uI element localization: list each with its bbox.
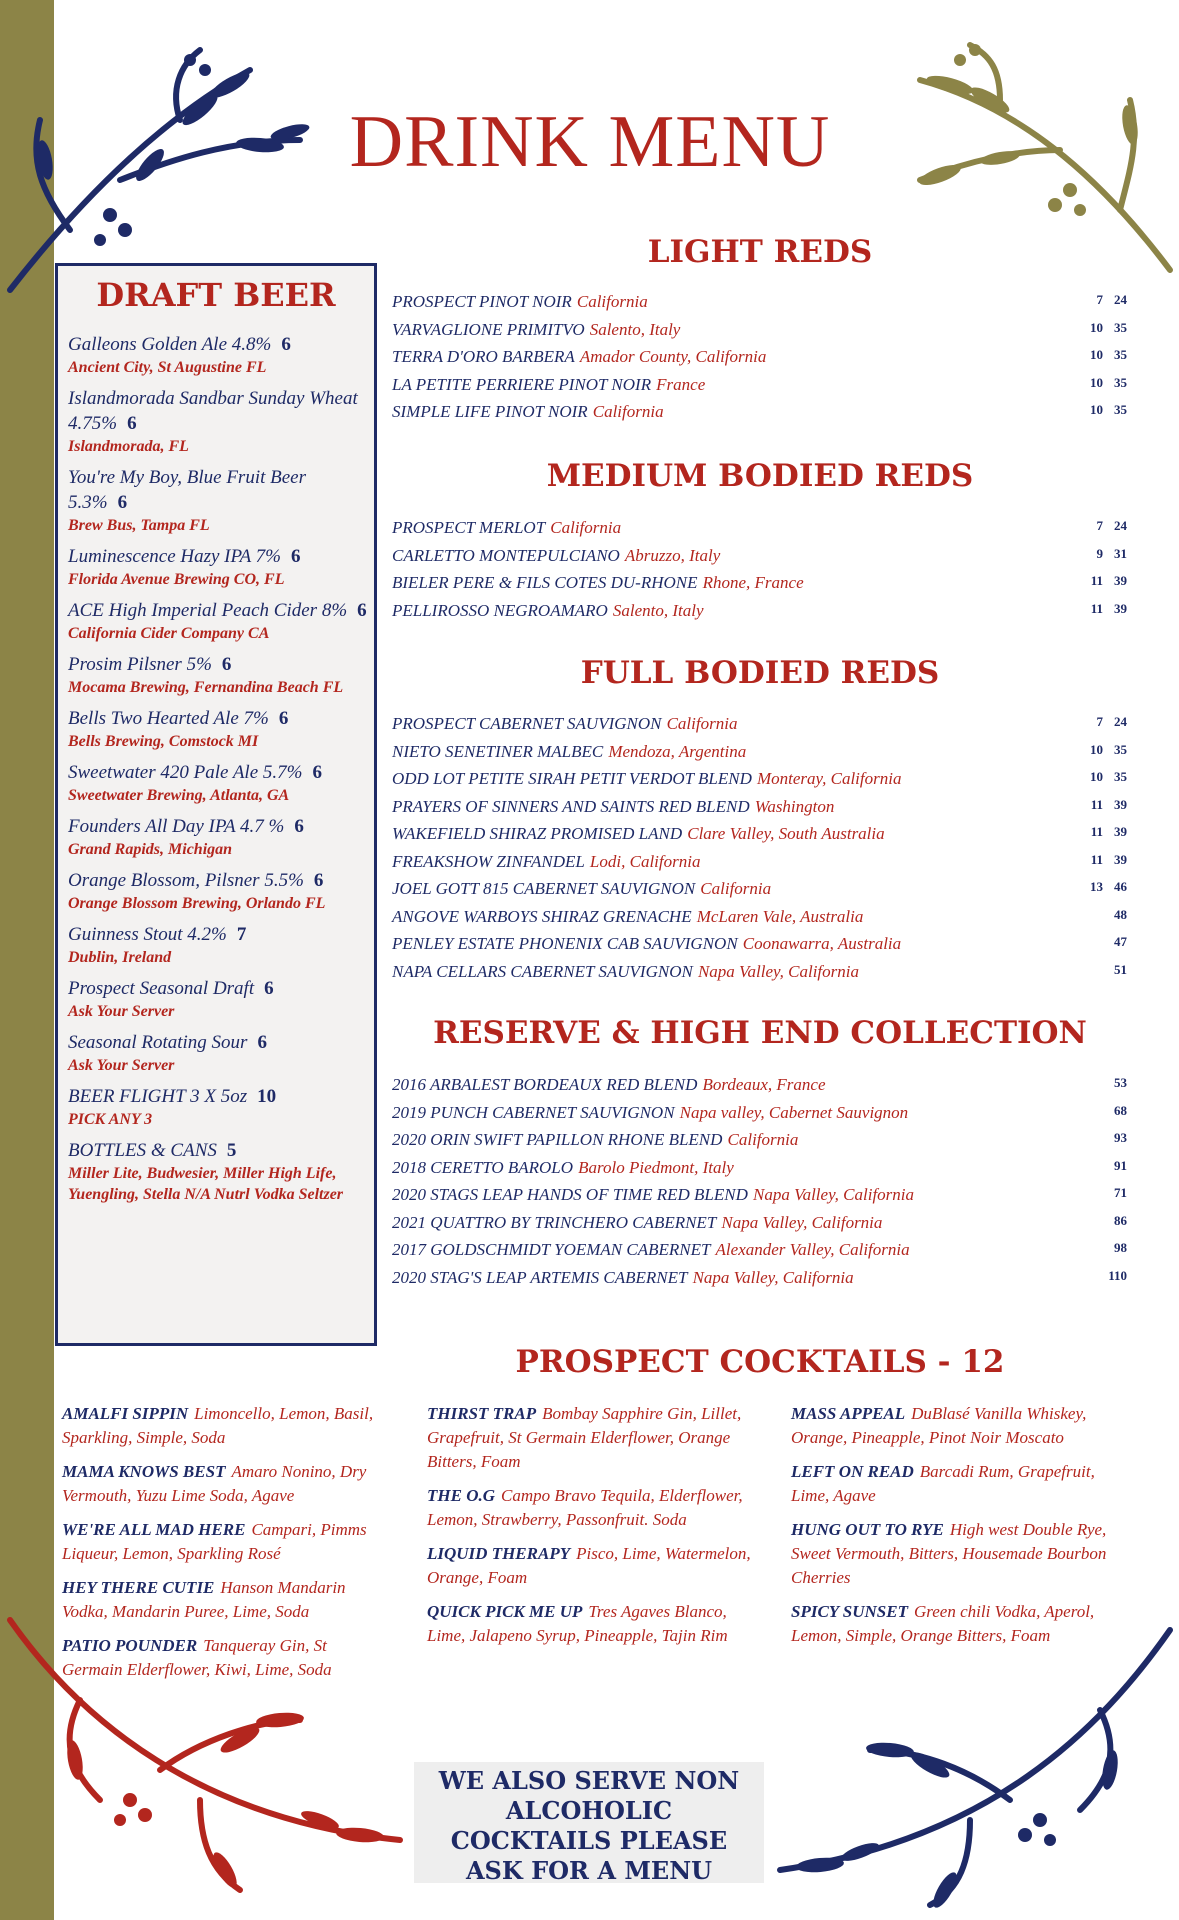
wine-price (1079, 518, 1127, 534)
wine-region: Rhone, France (702, 573, 804, 592)
cocktail-ingredients: Barcadi Rum, Grapefruit, Lime, Agave (791, 1462, 1095, 1505)
beer-price: 6 (357, 600, 367, 621)
wine-region: Barolo Piedmont, Italy (578, 1157, 734, 1177)
beer-item (68, 760, 368, 806)
cocktail-item (427, 1600, 757, 1648)
bottle-price: 98 (1114, 1240, 1127, 1255)
wine-region: Napa valley, Cabernet Sauvignon (679, 1102, 909, 1122)
glass-price: 10 (1090, 741, 1103, 757)
beer-name (68, 332, 368, 357)
cocktail-ingredients: High west Double Rye, Sweet Vermouth, Bitters, Housemade Bourbon Cherries (791, 1520, 1107, 1587)
wine-name: LA PETITE PERRIERE PINOT NOIR (392, 374, 652, 394)
glass-price: 9 (1096, 545, 1103, 561)
beer-name (68, 652, 368, 677)
light-reds-list (392, 292, 1127, 430)
medium-reds-list (392, 518, 1127, 628)
wine-row (392, 742, 1127, 770)
glass-price: 10 (1090, 769, 1103, 784)
cocktail-item (791, 1402, 1121, 1450)
wine-region: Bordeaux, France (702, 1075, 826, 1094)
glass-price: 11 (1090, 600, 1103, 616)
cocktail-item (62, 1634, 388, 1682)
wine-row (392, 1213, 1127, 1241)
wine-name: BIELER PERE & FILS COTES DU-RHONE (392, 573, 698, 592)
wine-name: 2020 STAG'S LEAP ARTEMIS CABERNET (392, 1267, 688, 1287)
bottle-price: 86 (1114, 1212, 1127, 1228)
bottle-price: 93 (1114, 1130, 1127, 1145)
cocktail-name: WE'RE ALL MAD HERE (62, 1520, 246, 1539)
wine-row (392, 934, 1127, 962)
draft-beer-list (68, 332, 368, 1213)
wine-row (392, 518, 1127, 546)
wine-row (392, 714, 1127, 742)
wine-name: PROSPECT MERLOT (392, 518, 546, 537)
beer-name-text: Guinness Stout 4.2% (68, 924, 227, 945)
cocktail-ingredients: DuBlasé Vanilla Whiskey, Orange, Pineapple, Pinot Noir Moscato (791, 1404, 1087, 1447)
beer-origin: Dublin, Ireland (68, 949, 172, 966)
wine-name: PROSPECT CABERNET SAUVIGNON (392, 714, 662, 733)
beer-price: 7 (236, 924, 247, 945)
wine-name: FREAKSHOW ZINFANDEL (392, 851, 585, 871)
beer-origin: Ask Your Server (68, 1003, 175, 1020)
wine-price (1079, 1075, 1127, 1091)
beer-name (68, 922, 368, 947)
wine-region: Napa Valley, California (692, 1267, 854, 1287)
wine-region: Alexander Valley, California (715, 1240, 910, 1259)
cocktail-name: HUNG OUT TO RYE (791, 1520, 944, 1539)
wine-price (1079, 907, 1127, 923)
wine-row (392, 1075, 1127, 1103)
wine-price (1079, 797, 1127, 813)
wine-row (392, 601, 1127, 629)
bottle-price: 91 (1114, 1157, 1127, 1173)
wine-name: 2018 CERETTO BAROLO (392, 1157, 574, 1177)
draft-beer-panel (55, 263, 377, 1346)
bottle-price: 39 (1114, 851, 1127, 867)
wine-region: Abruzzo, Italy (624, 545, 721, 565)
cocktail-ingredients: Campo Bravo Tequila, Elderflower, Lemon, Strawberry, Passonfruit. Soda (427, 1486, 743, 1529)
cocktails-column-2 (427, 1402, 757, 1658)
bottle-price: 51 (1114, 961, 1127, 977)
wine-row (392, 292, 1127, 320)
cocktail-name: QUICK PICK ME UP (427, 1602, 583, 1621)
cocktail-item (791, 1600, 1121, 1648)
cocktail-name: MASS APPEAL (791, 1404, 906, 1423)
cocktail-name: THIRST TRAP (427, 1404, 537, 1423)
wine-name: PRAYERS OF SINNERS AND SAINTS RED BLEND (392, 796, 750, 816)
beer-name-text: You're My Boy, Blue Fruit Beer 5.3% (68, 467, 307, 513)
cocktails-column-3 (791, 1402, 1121, 1658)
bottle-price: 71 (1114, 1185, 1127, 1200)
beer-origin: Miller Lite, Budwesier, Miller High Life, Yuengling, Stella N/A Nutrl Vodka Seltzer (68, 1165, 344, 1203)
cocktail-name: HEY THERE CUTIE (62, 1578, 215, 1597)
bottle-price: 24 (1114, 292, 1127, 307)
wine-name: ANGOVE WARBOYS SHIRAZ GRENACHE (392, 906, 692, 926)
wine-row (392, 1268, 1127, 1296)
wine-region: Napa Valley, California (752, 1185, 915, 1204)
wine-price (1079, 1103, 1127, 1119)
glass-price: 11 (1090, 796, 1103, 812)
full-reds-list (392, 714, 1127, 989)
beer-name (68, 465, 368, 515)
wine-row (392, 907, 1127, 935)
wine-row (392, 402, 1127, 430)
beer-origin: California Cider Company CA (68, 625, 270, 642)
cocktail-ingredients: Hanson Mandarin Vodka, Mandarin Puree, Lime, Soda (62, 1578, 346, 1621)
wine-price (1079, 573, 1127, 589)
bottle-price: 31 (1114, 545, 1127, 561)
wine-price (1079, 320, 1127, 336)
beer-item (68, 1084, 368, 1130)
wine-row (392, 769, 1127, 797)
cocktail-ingredients: Bombay Sapphire Gin, Lillet, Grapefruit, St Germain Elderflower, Orange Bitters, Foam (427, 1404, 742, 1471)
wine-row (392, 852, 1127, 880)
wine-region: McLaren Vale, Australia (696, 906, 864, 926)
beer-item (68, 976, 368, 1022)
cocktails-column-1 (62, 1402, 388, 1692)
non-alcoholic-notice-text: WE ALSO SERVE NON ALCOHOLIC COCKTAILS PLEASE ASK FOR A MENU (438, 1766, 740, 1885)
wine-region: Lodi, California (589, 851, 701, 871)
beer-name (68, 544, 368, 569)
beer-name (68, 1084, 368, 1109)
cocktail-ingredients: Pisco, Lime, Watermelon, Orange, Foam (427, 1544, 751, 1587)
beer-name (68, 868, 368, 893)
full-reds-heading: FULL BODIED REDS (580, 655, 940, 691)
glass-price: 10 (1090, 402, 1103, 417)
beer-price: 6 (281, 334, 291, 355)
wine-row (392, 1103, 1127, 1131)
beer-origin: Ask Your Server (68, 1057, 175, 1074)
wine-row (392, 320, 1127, 348)
cocktail-item (427, 1542, 757, 1590)
cocktail-ingredients: Green chili Vodka, Aperol, Lemon, Simple, Orange Bitters, Foam (791, 1602, 1095, 1645)
bottle-price: 39 (1114, 600, 1127, 616)
beer-origin: Islandmorada, FL (68, 438, 189, 455)
wine-price (1079, 1240, 1127, 1256)
wine-name: NAPA CELLARS CABERNET SAUVIGNON (392, 961, 693, 981)
beer-name (68, 1138, 368, 1163)
wine-region: California (592, 402, 664, 421)
beer-price: 6 (221, 654, 232, 675)
wine-row (392, 546, 1127, 574)
beer-name-text: Orange Blossom, Pilsner 5.5% (68, 870, 304, 891)
beer-name (68, 760, 368, 785)
reserve-list (392, 1075, 1127, 1295)
glass-price: 10 (1090, 347, 1103, 362)
wine-name: CARLETTO MONTEPULCIANO (392, 545, 620, 565)
wine-region: Monteray, California (756, 769, 902, 788)
wine-price (1079, 962, 1127, 978)
wine-row (392, 879, 1127, 907)
beer-name-text: Luminescence Hazy IPA 7% (68, 546, 281, 567)
beer-item (68, 814, 368, 860)
wine-name: ODD LOT PETITE SIRAH PETIT VERDOT BLEND (392, 769, 752, 788)
wine-price (1079, 1268, 1127, 1284)
bottle-price: 35 (1114, 402, 1127, 417)
wine-row (392, 573, 1127, 601)
beer-item (68, 922, 368, 968)
wine-name: PROSPECT PINOT NOIR (392, 292, 572, 311)
beer-name-text: Bells Two Hearted Ale 7% (68, 708, 269, 729)
wine-region: Amador County, California (579, 347, 767, 366)
wine-name: 2019 PUNCH CABERNET SAUVIGNON (392, 1102, 675, 1122)
beer-name-text: Prospect Seasonal Draft (68, 978, 255, 999)
wine-region: France (656, 374, 706, 394)
wine-price (1079, 546, 1127, 562)
wine-name: WAKEFIELD SHIRAZ PROMISED LAND (392, 824, 683, 843)
beer-origin: Orange Blossom Brewing, Orlando FL (68, 895, 326, 912)
wine-price (1079, 1213, 1127, 1229)
beer-origin: Mocama Brewing, Fernandina Beach FL (68, 679, 344, 696)
wine-name: TERRA D'ORO BARBERA (392, 347, 575, 366)
bottle-price: 35 (1114, 741, 1127, 757)
glass-price: 7 (1096, 714, 1103, 729)
wine-price (1079, 1130, 1127, 1146)
beer-origin: PICK ANY 3 (68, 1111, 153, 1128)
bottle-price: 39 (1114, 573, 1127, 588)
beer-origin: Bells Brewing, Comstock MI (68, 733, 259, 750)
beer-item (68, 1030, 368, 1076)
wine-row (392, 824, 1127, 852)
cocktail-item (791, 1460, 1121, 1508)
wine-region: Salento, Italy (589, 319, 681, 339)
beer-item (68, 386, 368, 457)
wine-price (1079, 879, 1127, 895)
wine-price (1079, 402, 1127, 418)
glass-price: 13 (1090, 879, 1103, 894)
bottle-price: 39 (1114, 796, 1127, 812)
beer-item (68, 598, 368, 644)
wine-region: California (700, 879, 772, 898)
wine-name: JOEL GOTT 815 CABERNET SAUVIGNON (392, 879, 696, 898)
beer-price: 6 (313, 870, 324, 891)
wine-row (392, 1240, 1127, 1268)
beer-name-text: Islandmorada Sandbar Sunday Wheat 4.75% (68, 388, 358, 434)
wine-price (1079, 1158, 1127, 1174)
bottle-price: 35 (1114, 769, 1127, 784)
beer-price: 6 (291, 546, 301, 567)
beer-price: 6 (294, 816, 304, 837)
bottle-price: 110 (1108, 1267, 1127, 1283)
cocktail-ingredients: Campari, Pimms Liqueur, Lemon, Sparkling Rosé (62, 1520, 367, 1563)
beer-origin: Sweetwater Brewing, Atlanta, GA (68, 787, 290, 804)
glass-price: 7 (1096, 518, 1103, 533)
cocktail-item (791, 1518, 1121, 1590)
glass-price: 11 (1090, 573, 1103, 588)
wine-region: Washington (754, 796, 835, 816)
cocktail-item (62, 1402, 388, 1450)
wine-price (1079, 1185, 1127, 1201)
beer-name (68, 706, 368, 731)
beer-name-text: Founders All Day IPA 4.7 % (68, 816, 285, 837)
cocktail-ingredients: Limoncello, Lemon, Basil, Sparkling, Simple, Soda (62, 1404, 374, 1447)
beer-price: 5 (226, 1140, 237, 1161)
beer-name-text: Prosim Pilsner 5% (68, 654, 212, 675)
beer-item (68, 868, 368, 914)
wine-row (392, 375, 1127, 403)
wine-price (1079, 824, 1127, 840)
beer-price: 6 (264, 978, 274, 999)
wine-name: SIMPLE LIFE PINOT NOIR (392, 402, 588, 421)
bottle-price: 24 (1114, 714, 1127, 729)
cocktail-name: LEFT ON READ (791, 1462, 914, 1481)
beer-price: 10 (257, 1086, 277, 1107)
bottle-price: 53 (1114, 1075, 1127, 1090)
bottle-price: 68 (1114, 1102, 1127, 1118)
draft-beer-heading: DRAFT BEER (96, 276, 336, 314)
wine-row (392, 1185, 1127, 1213)
wine-price (1079, 292, 1127, 308)
wine-name: PELLIROSSO NEGROAMARO (392, 600, 608, 620)
wine-name: VARVAGLIONE PRIMITVO (392, 319, 585, 339)
wine-price (1079, 347, 1127, 363)
wine-region: California (727, 1130, 799, 1149)
beer-item (68, 1138, 368, 1205)
beer-origin: Florida Avenue Brewing CO, FL (68, 571, 285, 588)
wine-row (392, 797, 1127, 825)
wine-price (1079, 934, 1127, 950)
glass-price: 10 (1090, 319, 1103, 335)
wine-region: Mendoza, Argentina (608, 741, 747, 761)
beer-name (68, 1030, 368, 1055)
beer-item (68, 465, 368, 536)
bottle-price: 24 (1114, 518, 1127, 533)
glass-price: 11 (1090, 824, 1103, 839)
wine-name: NIETO SENETINER MALBEC (392, 741, 604, 761)
cocktail-name: PATIO POUNDER (62, 1636, 198, 1655)
beer-name (68, 598, 368, 623)
beer-price: 6 (117, 492, 128, 513)
wine-region: California (576, 292, 648, 311)
wine-row (392, 1130, 1127, 1158)
beer-name-text: BOTTLES & CANS (68, 1140, 217, 1161)
wine-region: Napa Valley, California (697, 961, 859, 981)
wine-price (1079, 769, 1127, 785)
beer-name-text: ACE High Imperial Peach Cider 8% (68, 600, 348, 621)
cocktail-ingredients: Amaro Nonino, Dry Vermouth, Yuzu Lime Soda, Agave (62, 1462, 367, 1505)
wine-row (392, 347, 1127, 375)
cocktail-item (427, 1484, 757, 1532)
cocktail-name: THE O.G (427, 1486, 495, 1505)
page-title: DRINK MENU (349, 101, 831, 183)
wine-region: Napa Valley, California (721, 1212, 883, 1232)
cocktail-name: AMALFI SIPPIN (62, 1404, 189, 1423)
wine-price (1079, 714, 1127, 730)
wine-row (392, 1158, 1127, 1186)
reserve-heading: RESERVE & HIGH END COLLECTION (433, 1015, 1087, 1051)
beer-price: 6 (312, 762, 322, 783)
glass-price: 11 (1090, 851, 1103, 867)
beer-origin: Brew Bus, Tampa FL (68, 517, 210, 534)
beer-name-text: Galleons Golden Ale 4.8% (68, 334, 272, 355)
beer-price: 6 (257, 1032, 267, 1053)
beer-origin: Ancient City, St Augustine FL (68, 359, 267, 376)
wine-price (1079, 601, 1127, 617)
wine-name: 2017 GOLDSCHMIDT YOEMAN CABERNET (392, 1240, 711, 1259)
wine-price (1079, 742, 1127, 758)
navy-branch-bottom-right-icon (770, 1620, 1179, 1910)
glass-price: 10 (1090, 374, 1103, 390)
beer-name-text: Sweetwater 420 Pale Ale 5.7% (68, 762, 303, 783)
light-reds-heading: LIGHT REDS (647, 234, 873, 270)
beer-item (68, 652, 368, 698)
medium-reds-heading: MEDIUM BODIED REDS (546, 458, 974, 494)
bottle-price: 46 (1114, 879, 1127, 894)
wine-region: Coonawarra, Australia (742, 934, 902, 953)
non-alcoholic-notice (414, 1762, 764, 1883)
beer-origin: Grand Rapids, Michigan (68, 841, 233, 858)
beer-name-text: Seasonal Rotating Sour (68, 1032, 248, 1053)
wine-name: 2020 STAGS LEAP HANDS OF TIME RED BLEND (392, 1185, 748, 1204)
wine-name: 2020 ORIN SWIFT PAPILLON RHONE BLEND (392, 1130, 723, 1149)
beer-name (68, 976, 368, 1001)
cocktail-item (427, 1402, 757, 1474)
wine-region: Salento, Italy (612, 600, 704, 620)
beer-item (68, 544, 368, 590)
wine-price (1079, 852, 1127, 868)
cocktail-ingredients: Tres Agaves Blanco, Lime, Jalapeno Syrup, Pineapple, Tajin Rim (427, 1602, 728, 1645)
bottle-price: 35 (1114, 347, 1127, 362)
cocktail-ingredients: Tanqueray Gin, St Germain Elderflower, Kiwi, Lime, Soda (62, 1636, 332, 1679)
beer-item (68, 332, 368, 378)
navy-branch-top-left-icon (0, 40, 330, 300)
wine-name: 2021 QUATTRO BY TRINCHERO CABERNET (392, 1212, 717, 1232)
cocktails-heading: PROSPECT COCKTAILS - 12 (515, 1344, 1005, 1380)
beer-price: 6 (127, 413, 137, 434)
bottle-price: 35 (1114, 374, 1127, 390)
wine-region: California (550, 518, 622, 537)
bottle-price: 35 (1114, 319, 1127, 335)
cocktail-name: LIQUID THERAPY (427, 1544, 571, 1563)
wine-price (1079, 375, 1127, 391)
wine-name: PENLEY ESTATE PHONENIX CAB SAUVIGNON (392, 934, 738, 953)
cocktail-name: SPICY SUNSET (791, 1602, 908, 1621)
wine-row (392, 962, 1127, 990)
cocktail-item (62, 1460, 388, 1508)
beer-item (68, 706, 368, 752)
beer-name-text: BEER FLIGHT 3 X 5oz (68, 1086, 248, 1107)
beer-name (68, 386, 368, 436)
cocktail-item (62, 1518, 388, 1566)
bottle-price: 47 (1114, 934, 1127, 949)
beer-name (68, 814, 368, 839)
wine-region: California (666, 714, 738, 733)
wine-name: 2016 ARBALEST BORDEAUX RED BLEND (392, 1075, 698, 1094)
cocktail-item (62, 1576, 388, 1624)
glass-price: 7 (1096, 292, 1103, 307)
beer-price: 6 (278, 708, 289, 729)
bottle-price: 39 (1114, 824, 1127, 839)
bottle-price: 48 (1114, 906, 1127, 922)
cocktail-name: MAMA KNOWS BEST (62, 1462, 226, 1481)
wine-region: Clare Valley, South Australia (687, 824, 885, 843)
